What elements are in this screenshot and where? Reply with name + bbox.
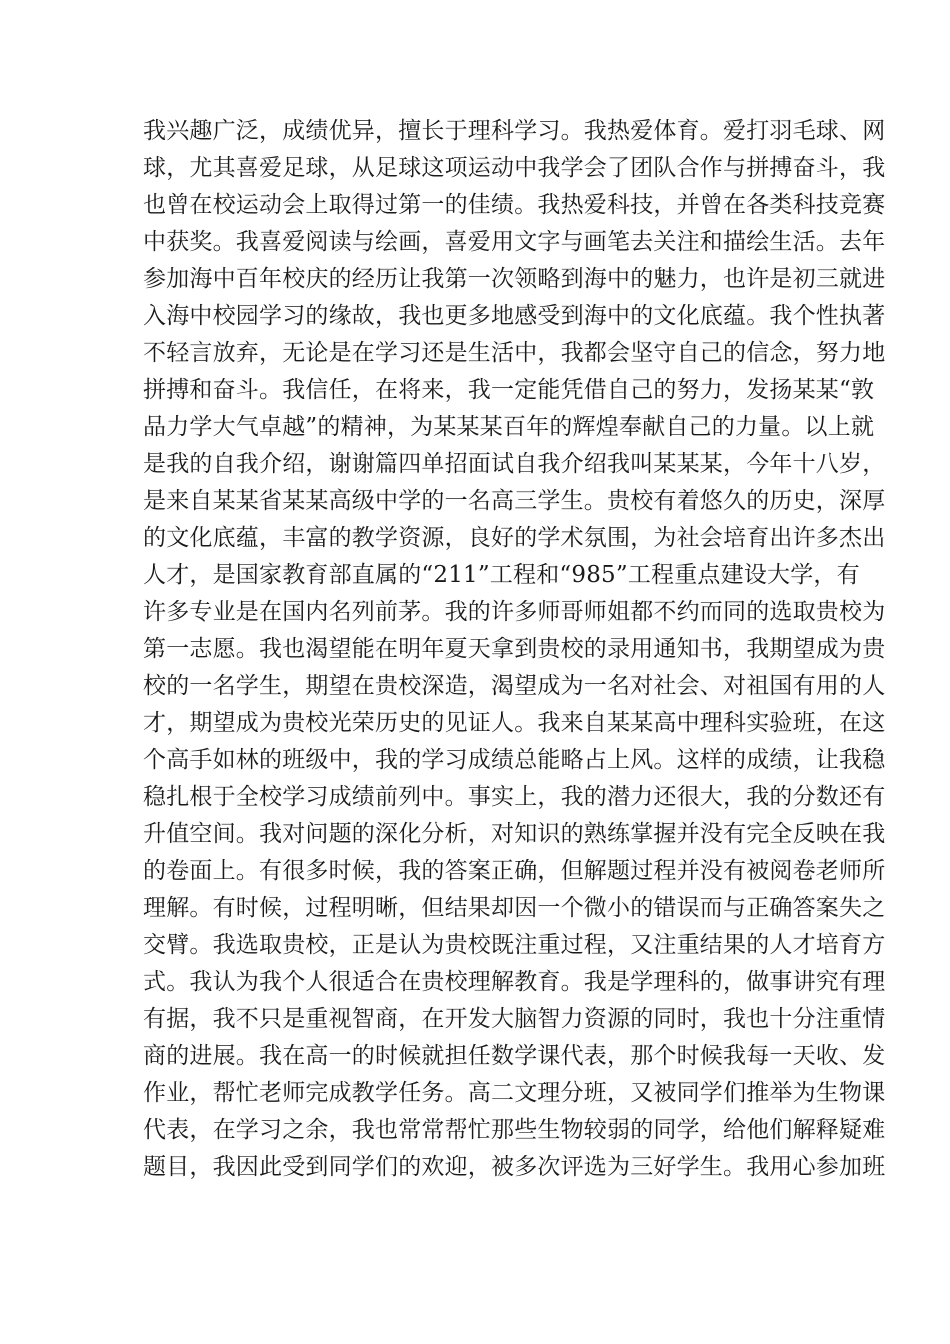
text-line: 也曾在校运动会上取得过第一的佳绩。我热爱科技，并曾在各类科技竞赛 [143,192,886,218]
text-line: 升值空间。我对问题的深化分析，对知识的熟练掌握并没有完全反映在我 [143,821,886,847]
text-line: 不轻言放弃，无论是在学习还是生活中，我都会坚守自己的信念，努力地 [143,340,886,366]
text-line: 作业，帮忙老师完成教学任务。高二文理分班，又被同学们推举为生物课 [143,1080,886,1106]
text-line: 品力学大气卓越”的精神，为某某某百年的辉煌奉献自己的力量。以上就 [143,414,875,440]
text-line: 参加海中百年校庆的经历让我第一次领略到海中的魅力，也许是初三就进 [143,266,886,292]
text-line: 我兴趣广泛，成绩优异，擅长于理科学习。我热爱体育。爱打羽毛球、网 [143,118,886,144]
text-line: 的文化底蕴，丰富的教学资源，良好的学术氛围，为社会培育出许多杰出 [143,525,886,551]
text-line: 商的进展。我在高一的时候就担任数学课代表，那个时候我每一天收、发 [143,1043,886,1069]
text-line: 式。我认为我个人很适合在贵校理解教育。我是学理科的，做事讲究有理 [143,969,886,995]
text-line: 交臂。我选取贵校，正是认为贵校既注重过程，又注重结果的人才培育方 [143,932,886,958]
text-line: 是来自某某省某某高级中学的一名高三学生。贵校有着悠久的历史，深厚 [143,488,886,514]
text-line: 许多专业是在国内名列前茅。我的许多师哥师姐都不约而同的选取贵校为 [143,599,886,625]
text-line: 稳扎根于全校学习成绩前列中。事实上，我的潜力还很大，我的分数还有 [143,784,886,810]
text-line: 才，期望成为贵校光荣历史的见证人。我来自某某高中理科实验班，在这 [143,710,886,736]
text-line: 第一志愿。我也渴望能在明年夏天拿到贵校的录用通知书，我期望成为贵 [143,636,886,662]
text-line: 的卷面上。有很多时候，我的答案正确，但解题过程并没有被阅卷老师所 [143,858,886,884]
text-line: 题目，我因此受到同学们的欢迎，被多次评选为三好学生。我用心参加班 [143,1154,886,1180]
text-line: 入海中校园学习的缘故，我也更多地感受到海中的文化底蕴。我个性执著 [143,303,886,329]
text-line: 校的一名学生，期望在贵校深造，渴望成为一名对社会、对祖国有用的人 [143,673,886,699]
text-line: 理解。有时候，过程明晰，但结果却因一个微小的错误而与正确答案失之 [143,895,886,921]
body-text [143,113,886,1186]
text-line: 有据，我不只是重视智商，在开发大脑智力资源的同时，我也十分注重情 [143,1006,886,1032]
text-line: 人才，是国家教育部直属的“211”工程和“985”工程重点建设大学，有 [143,562,860,588]
text-line: 球，尤其喜爱足球，从足球这项运动中我学会了团队合作与拼搏奋斗，我 [143,155,886,181]
text-line: 是我的自我介绍，谢谢篇四单招面试自我介绍我叫某某某，今年十八岁， [143,451,886,477]
text-line: 拼搏和奋斗。我信任，在将来，我一定能凭借自己的努力，发扬某某“敦 [143,377,875,403]
text-line: 个高手如林的班级中，我的学习成绩总能略占上风。这样的成绩，让我稳 [143,747,886,773]
text-line: 代表，在学习之余，我也常常帮忙那些生物较弱的同学，给他们解释疑难 [143,1117,886,1143]
text-line: 中获奖。我喜爱阅读与绘画，喜爱用文字与画笔去关注和描绘生活。去年 [143,229,886,255]
